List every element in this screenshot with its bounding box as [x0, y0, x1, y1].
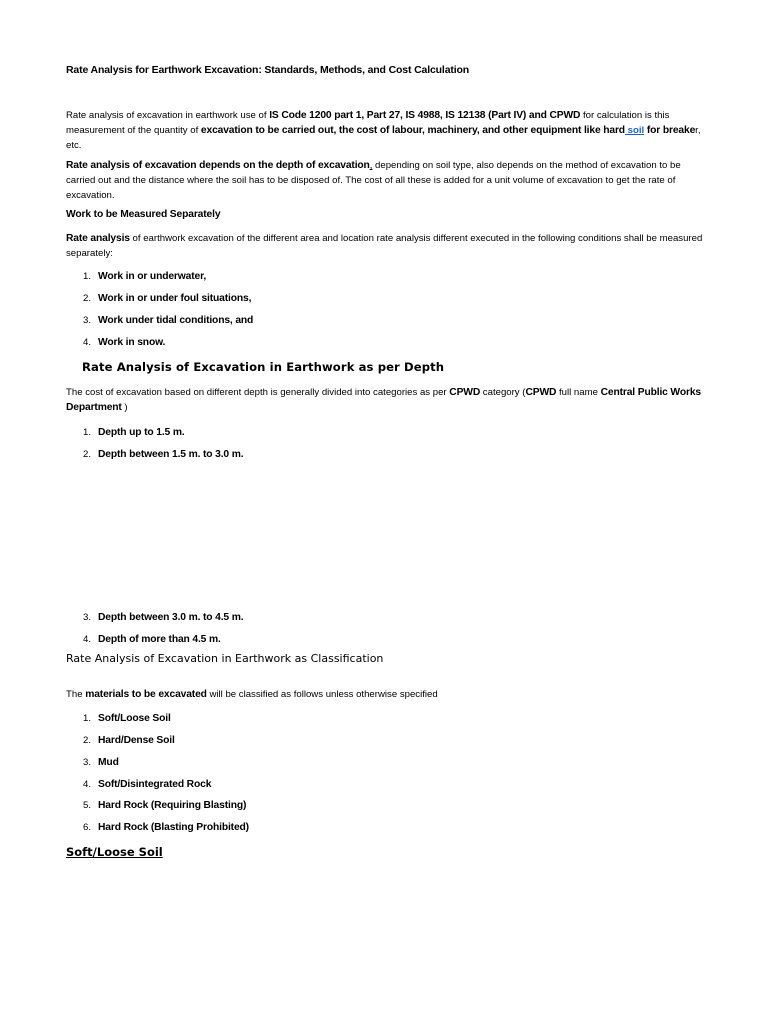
cpwd-text-1: The cost of excavation based on different depth is generally divided into categories as per — [66, 387, 450, 398]
soil-link[interactable]: soil — [624, 125, 645, 136]
list-number: 3. — [83, 315, 92, 326]
list-text: Depth up to 1.5 m. — [98, 427, 185, 438]
list-item — [83, 774, 211, 790]
list-item — [83, 422, 185, 438]
cpwd-paragraph — [66, 385, 706, 415]
document-title: Rate Analysis for Earthwork Excavation: Standards, Methods, and Cost Calculation — [66, 64, 470, 76]
list-number: 3. — [83, 757, 92, 768]
list-number: 2. — [83, 735, 92, 746]
list-number: 2. — [83, 449, 92, 460]
list-item — [83, 288, 251, 304]
list-number: 5. — [83, 800, 92, 811]
class-bold: materials to be excavated — [85, 689, 207, 700]
list-item — [83, 817, 249, 833]
list-number: 1. — [83, 713, 92, 724]
list-text: Work in or underwater, — [98, 271, 207, 282]
list-number: 3. — [83, 612, 92, 623]
list-item — [83, 332, 165, 348]
list-number: 4. — [83, 779, 92, 790]
cpwd-bold-1: CPWD — [449, 387, 481, 398]
depth-intro-paragraph — [66, 158, 706, 203]
intro-bold-codes: IS Code 1200 part 1, Part 27, IS 4988, IS 12138 (Part IV) and CPWD — [269, 110, 581, 121]
list-text: Hard/Dense Soil — [98, 735, 175, 746]
list-number: 2. — [83, 293, 92, 304]
cpwd-bold-3: Central Public Works Department — [66, 387, 701, 413]
classification-paragraph — [66, 687, 706, 702]
intro-text-1: Rate analysis of excavation in earthwork use of — [66, 110, 270, 121]
list-item — [83, 607, 243, 623]
list-number: 1. — [83, 427, 92, 438]
classification-heading: Rate Analysis of Excavation in Earthwork as Classification — [66, 652, 384, 665]
intro-text-2: for calculation is this measurement of the quantity of — [66, 110, 670, 136]
depth-bold: Rate analysis of excavation depends on the depth of excavation — [66, 160, 370, 171]
intro-bold-breaker: for breake — [644, 125, 696, 136]
list-number: 1. — [83, 271, 92, 282]
work-heading: Work to be Measured Separately — [66, 209, 221, 220]
list-text: Soft/Disintegrated Rock — [98, 779, 212, 790]
list-text: Work in or under foul situations, — [98, 293, 252, 304]
list-number: 4. — [83, 634, 92, 645]
work-paragraph — [66, 231, 706, 261]
depth-section-heading: Rate Analysis of Excavation in Earthwork as per Depth — [82, 360, 445, 374]
work-text: of earthwork excavation of the different area and location rate analysis different executed in the following conditions shall be measured separately: — [66, 233, 703, 259]
list-item — [83, 444, 243, 460]
cpwd-text-4: ) — [121, 402, 128, 413]
list-number: 6. — [83, 822, 92, 833]
list-item — [83, 266, 206, 282]
work-bold: Rate analysis — [66, 233, 130, 244]
list-text: Work under tidal conditions, and — [98, 315, 254, 326]
list-item — [83, 730, 175, 746]
list-item — [83, 310, 253, 326]
list-text: Mud — [98, 757, 119, 768]
list-text: Hard Rock (Requiring Blasting) — [98, 800, 247, 811]
list-text: Work in snow. — [98, 337, 166, 348]
list-item — [83, 752, 119, 768]
intro-paragraph — [66, 108, 706, 153]
list-text: Depth of more than 4.5 m. — [98, 634, 221, 645]
list-text: Depth between 3.0 m. to 4.5 m. — [98, 612, 244, 623]
intro-text-3: r, etc. — [66, 125, 701, 151]
cpwd-bold-2: CPWD — [525, 387, 557, 398]
list-item — [83, 629, 221, 645]
cpwd-text-3: full name — [556, 387, 601, 398]
depth-text: depending on soil type, also depends on the method of excavation to be carried out and the distance where the soil has to be disposed of. The cost of all these is added for a unit volume of excavation to get the rate of excavation. — [66, 160, 681, 201]
list-text: Depth between 1.5 m. to 3.0 m. — [98, 449, 244, 460]
depth-comma: , — [369, 160, 373, 171]
list-item — [83, 795, 246, 811]
list-text: Hard Rock (Blasting Prohibited) — [98, 822, 249, 833]
soft-soil-heading: Soft/Loose Soil — [66, 845, 163, 859]
intro-bold-excavation: excavation to be carried out, the cost of labour, machinery, and other equipment like hard — [200, 125, 625, 136]
class-text-1: The — [66, 689, 86, 700]
list-text: Soft/Loose Soil — [98, 713, 171, 724]
class-text-2: will be classified as follows unless otherwise specified — [206, 689, 438, 700]
list-item — [83, 708, 171, 724]
list-number: 4. — [83, 337, 92, 348]
cpwd-text-2: category ( — [480, 387, 526, 398]
